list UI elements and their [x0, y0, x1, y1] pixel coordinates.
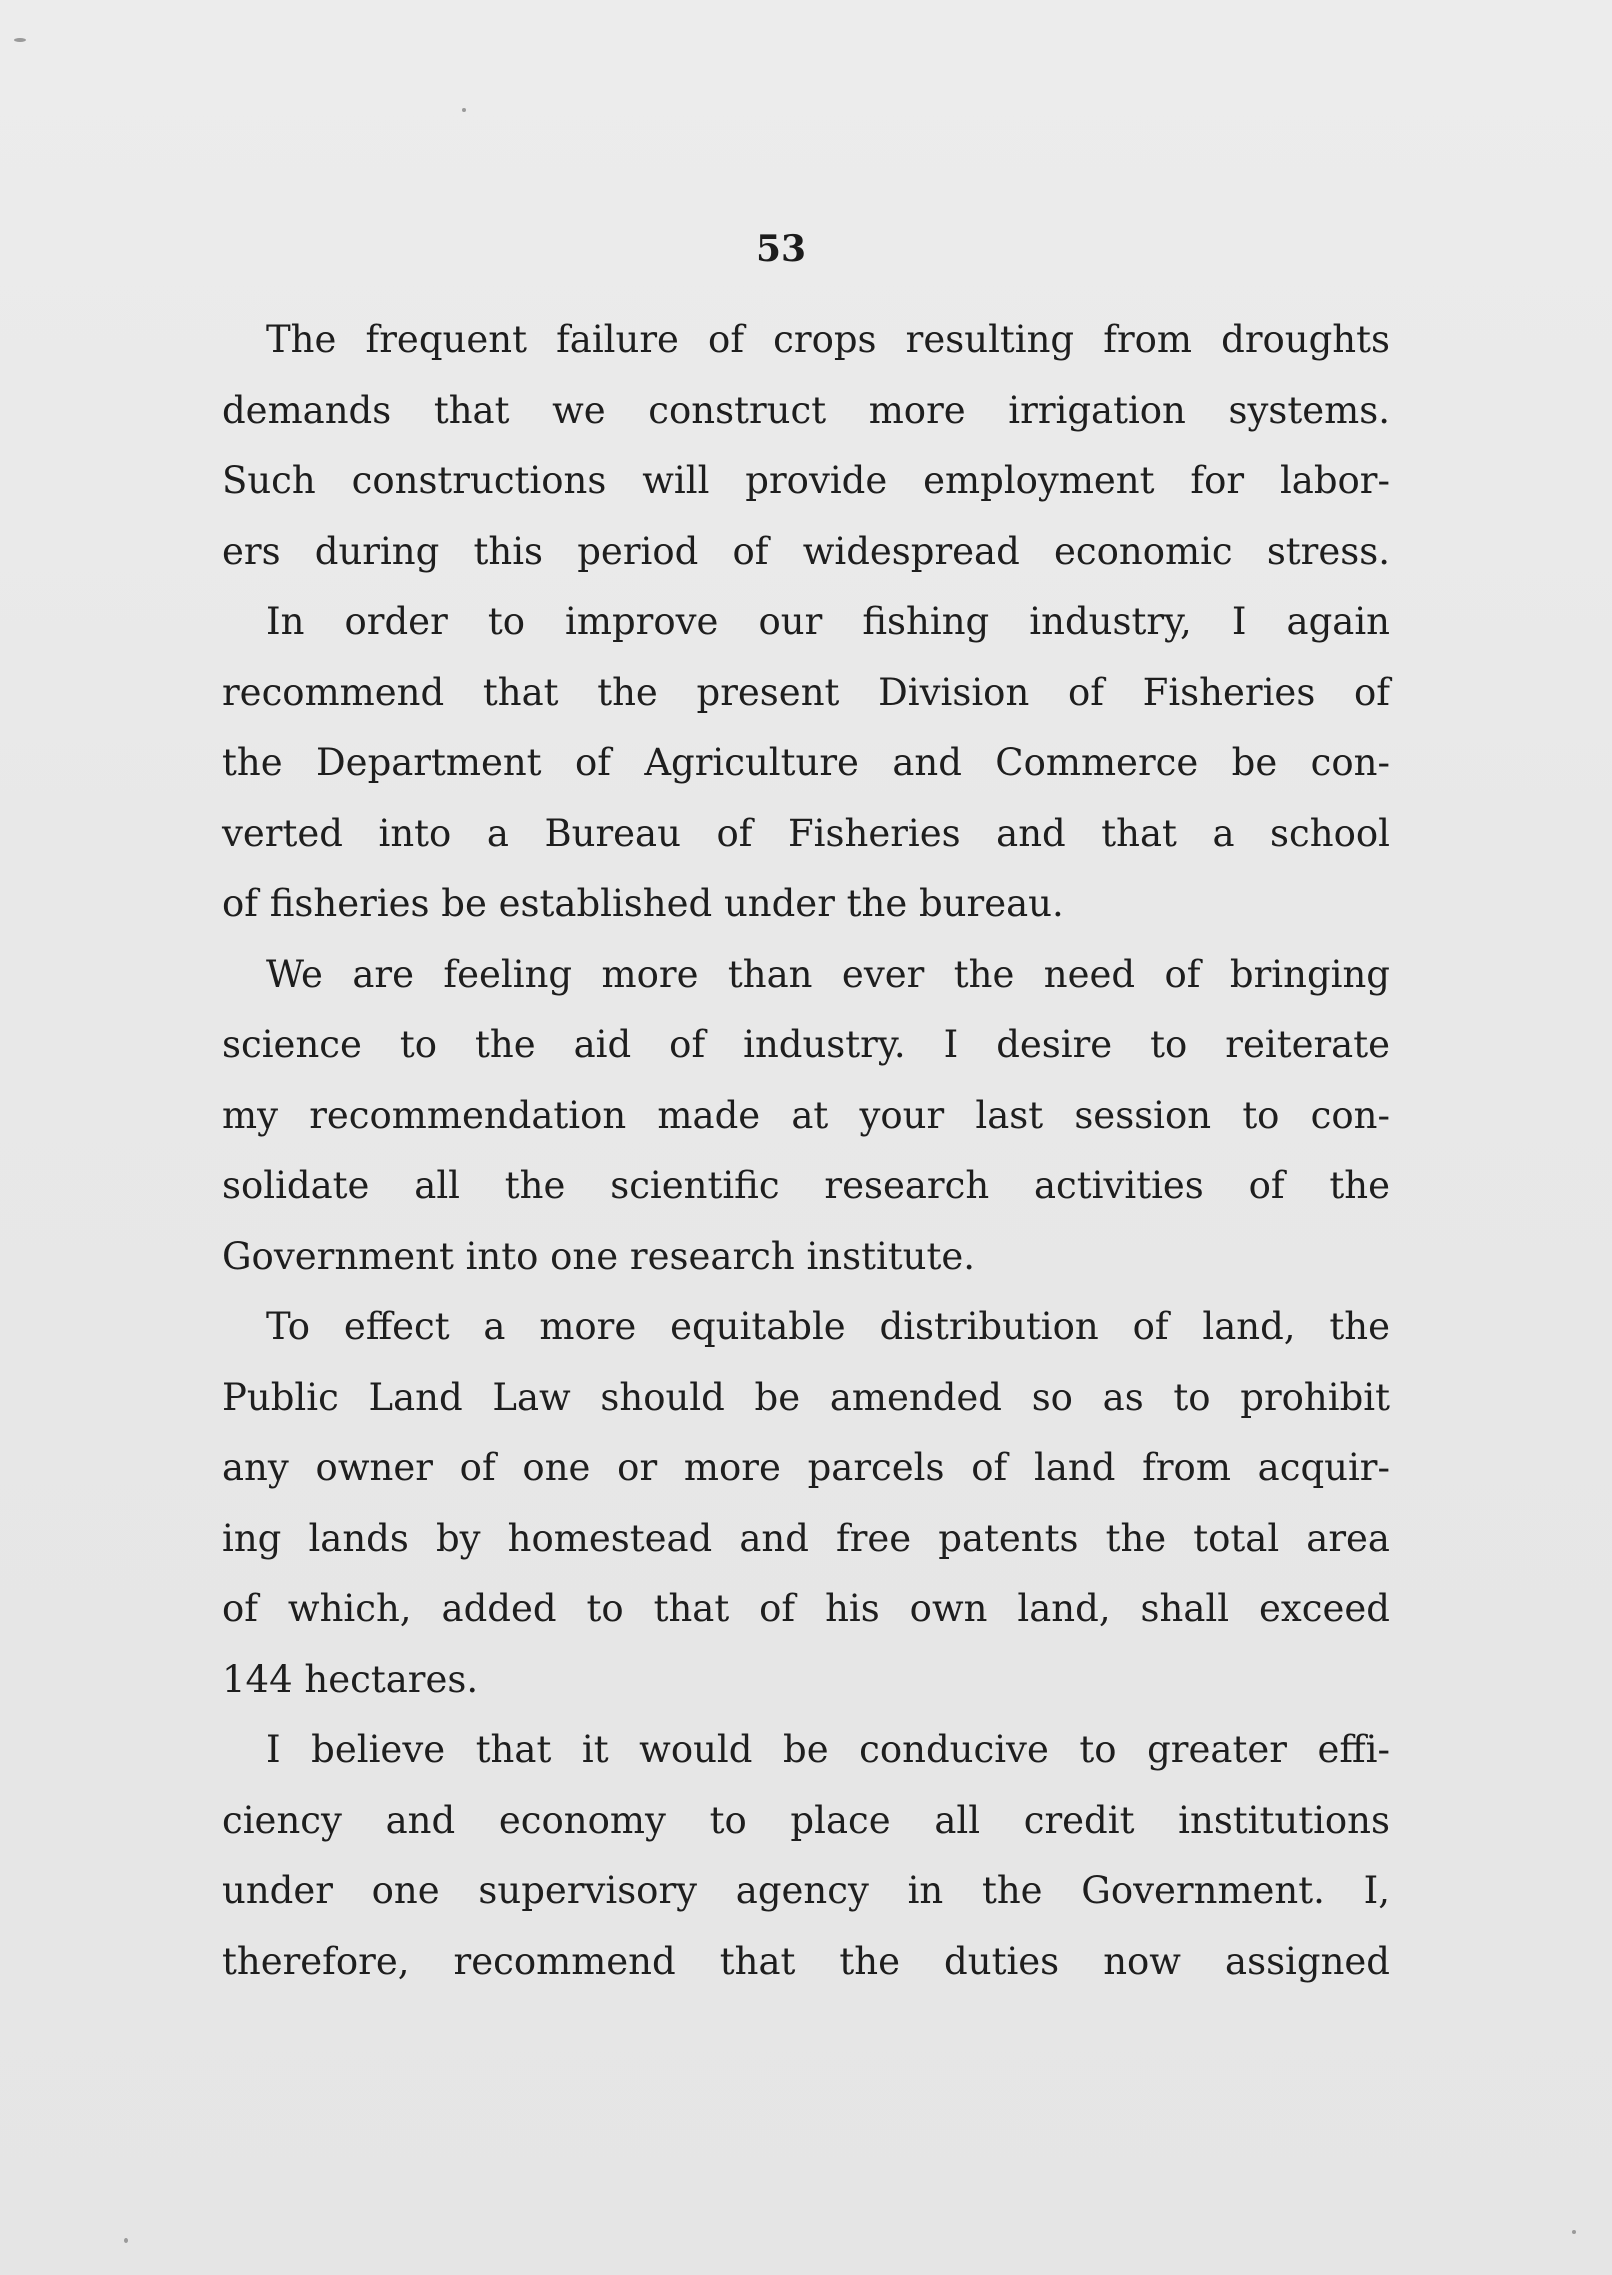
text-line: In order to improve our fishing industry, I again [266, 600, 1390, 643]
dust-speck [462, 108, 466, 112]
text-line: the Department of Agriculture and Commerce be con- [222, 741, 1390, 784]
text-line: demands that we construct more irrigation systems. [222, 388, 1390, 432]
text-line: therefore, recommend that the duties now assigned [222, 1939, 1390, 1983]
paragraph-science [222, 940, 1390, 1293]
text-line: of fisheries be established under the bureau. [222, 882, 1064, 925]
paragraph-fisheries [222, 587, 1390, 940]
text-line: Public Land Law should be amended so as to prohibit [222, 1375, 1390, 1419]
text-line: The frequent failure of crops resulting from droughts [266, 318, 1390, 361]
text-line: I believe that it would be conducive to greater effi- [266, 1728, 1390, 1771]
text-line: of which, added to that of his own land, shall exceed [222, 1587, 1390, 1630]
body-text [222, 305, 1390, 1997]
dust-speck [14, 38, 26, 42]
dust-speck [124, 2238, 128, 2243]
text-line: ers during this period of widespread economic stress. [222, 529, 1390, 573]
dust-speck [1572, 2230, 1576, 2234]
text-line: Such constructions will provide employment for labor- [222, 459, 1390, 502]
text-line: Government into one research institute. [222, 1234, 976, 1278]
text-line: science to the aid of industry. I desire to reiterate [222, 1023, 1390, 1066]
text-line: To effect a more equitable distribution of land, the [266, 1305, 1390, 1348]
paragraph-land [222, 1292, 1390, 1715]
text-line: any owner of one or more parcels of land from acquir- [222, 1446, 1390, 1489]
text-line: my recommendation made at your last session to con- [222, 1093, 1390, 1137]
paragraph-irrigation [222, 305, 1390, 587]
text-line: solidate all the scientific research activities of the [222, 1164, 1390, 1207]
text-line: under one supervisory agency in the Government. I, [222, 1869, 1390, 1912]
text-line: We are feeling more than ever the need of bringing [266, 952, 1390, 996]
text-line: ing lands by homestead and free patents the total area [222, 1516, 1390, 1560]
text-line: 144 hectares. [222, 1657, 479, 1701]
paragraph-credit [222, 1715, 1390, 1997]
text-line: verted into a Bureau of Fisheries and that a school [222, 811, 1390, 855]
text-line: ciency and economy to place all credit institutions [222, 1798, 1390, 1842]
text-line: recommend that the present Division of Fisheries of [222, 670, 1390, 714]
page-number: 53 [755, 228, 807, 270]
